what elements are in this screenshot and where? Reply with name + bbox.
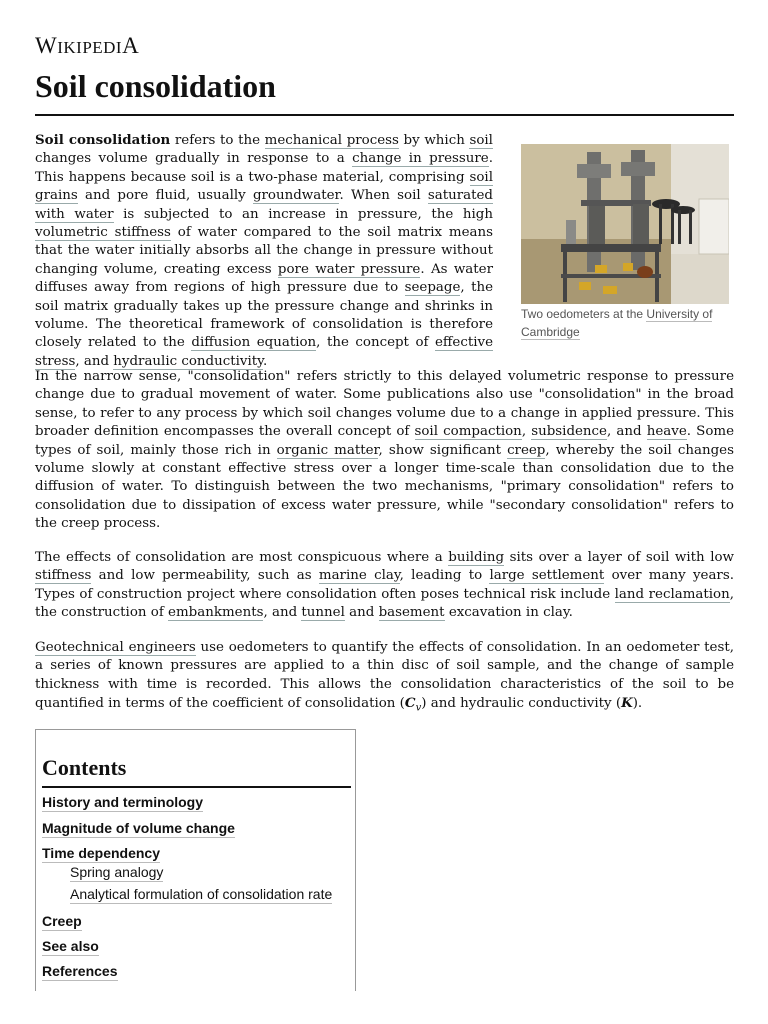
figure-caption	[521, 305, 729, 341]
caption-link-university-of-cambridge[interactable]: University of Cambridge	[521, 307, 713, 339]
text: , whereby the soil changes volume slowly at constant effective stress over a longer time-scale than consolidation due to the diffusion of water. To distinguish between the two mechanisms, "primary consolidation" refers to consolidation due to dissipation of excess water pressure, while "secondary consolidation" refers to the creep process.	[35, 442, 734, 532]
text: ,	[521, 424, 532, 440]
math-symbol: C	[404, 695, 416, 712]
math-k: K	[621, 695, 633, 712]
text: and low permeability, such as	[91, 568, 319, 584]
text: .	[262, 353, 268, 369]
text: , leading to	[399, 568, 490, 584]
wordmark-smallcaps: IKIPEDI	[57, 38, 123, 57]
link-subsidence[interactable]: subsidence	[531, 424, 607, 440]
text: , and	[75, 353, 114, 369]
intro-paragraph	[35, 131, 493, 371]
text: of water compared to the soil matrix means that the water initially absorbs all the change in pressure without changing volume, creating excess	[35, 225, 493, 277]
lead-term: Soil consolidation	[35, 132, 171, 148]
oedometer-photo[interactable]	[521, 144, 729, 304]
text: ) and hydraulic conductivity (	[421, 696, 622, 712]
text: The effects of consolidation are most conspicuous where a	[35, 550, 449, 565]
text: over many years. Types of construction project where consolidation often poses technical risk include	[35, 568, 734, 602]
toc-item-time-dependency[interactable]: Time dependency	[42, 845, 161, 861]
text: . As water diffuses away from regions of high pressure due to	[35, 261, 493, 296]
text: and pore fluid, usually	[77, 188, 253, 204]
link-creep[interactable]: creep	[507, 442, 546, 458]
link-diffusion-equation[interactable]: diffusion equation	[191, 335, 317, 351]
toc-subitem-spring-analogy[interactable]: Spring analogy	[70, 864, 164, 880]
text: , the concept of	[316, 335, 435, 351]
text: , the construction of	[35, 586, 735, 621]
link-groundwater[interactable]: groundwater	[252, 188, 340, 204]
text: use oedometers to quantify the effects of consolidation. In an oedometer test, a series of known pressures are applied to a thin disc of soil sample, and the change of sample thickness with time is recorded. This allows the consolidation characteristics of the soil to be quantified in terms of the coefficient of consolidation (	[35, 640, 734, 712]
link-land-reclamation[interactable]: land reclamation	[614, 586, 730, 602]
page-title: Soil consolidation	[35, 68, 276, 104]
toc-subitem-analytical-formulation[interactable]: Analytical formulation of consolidation rate	[70, 886, 333, 902]
toc-item-see-also[interactable]: See also	[42, 938, 99, 954]
toc-item-creep[interactable]: Creep	[42, 913, 82, 929]
text: , and	[263, 605, 302, 621]
link-stiffness[interactable]: stiffness	[35, 568, 92, 584]
title-divider	[35, 114, 734, 116]
link-marine-clay[interactable]: marine clay	[318, 568, 400, 584]
link-large-settlement[interactable]: large settlement	[489, 568, 605, 584]
toc-item-history[interactable]: History and terminology	[42, 794, 204, 810]
text: sits over a layer of soil with low	[504, 550, 734, 565]
link-effective-stress[interactable]: effective stress	[35, 335, 493, 369]
text: , the soil matrix gradually takes up the pressure change and shrinks in volume. The theoretical framework of consolidation is therefore closely related to the	[35, 280, 494, 351]
text: ).	[632, 696, 643, 712]
text: excavation in clay.	[444, 605, 573, 621]
math-subscript: v	[415, 702, 422, 714]
wordmark-letter-end: A	[122, 33, 140, 58]
link-soil-compaction[interactable]: soil compaction	[414, 424, 522, 440]
text: refers to the	[170, 133, 265, 148]
link-organic-matter[interactable]: organic matter	[276, 442, 379, 458]
text: is subjected to an increase in pressure, the high	[113, 206, 493, 222]
link-soil[interactable]: soil	[469, 133, 493, 148]
link-saturated-with-water[interactable]: saturated with water	[35, 188, 493, 222]
infobox-figure	[521, 144, 729, 341]
oedometer-paragraph	[35, 639, 734, 718]
link-soil-grains[interactable]: soil grains	[35, 169, 493, 204]
text: by which	[398, 133, 470, 148]
link-mechanical-process[interactable]: mechanical process	[264, 133, 399, 148]
link-hydraulic-conductivity[interactable]: hydraulic conductivity	[113, 353, 263, 369]
toc-divider	[42, 786, 351, 788]
text: and	[344, 605, 379, 621]
link-volumetric-stiffness[interactable]: volumetric stiffness	[35, 225, 171, 241]
text: In the narrow sense, "consolidation" refers strictly to this delayed volumetric response to pressure change due to gradual movement of water. Some publications also use "consolidation" in the broad sense, to refer to any process by which soil changes volume due to a change in applied pressure. This broader definition encompasses the overall concept of	[35, 369, 734, 440]
math-cv	[404, 695, 422, 714]
link-pore-water-pressure[interactable]: pore water pressure	[277, 261, 421, 277]
table-of-contents	[35, 729, 356, 991]
text: . This happens because soil is a two-phase material, comprising	[35, 151, 493, 185]
link-heave[interactable]: heave	[646, 424, 687, 440]
link-embankments[interactable]: embankments	[168, 605, 264, 621]
effects-paragraph	[35, 549, 734, 623]
text: . Some types of soil, mainly those rich in	[35, 424, 735, 458]
toc-item-references[interactable]: References	[42, 963, 118, 979]
link-tunnel[interactable]: tunnel	[301, 605, 345, 621]
wordmark-letter: W	[35, 33, 58, 58]
link-basement[interactable]: basement	[378, 605, 445, 621]
text: , and	[607, 424, 647, 440]
text: changes volume gradually in response to a	[35, 151, 353, 167]
caption-text: Two oedometers at the	[521, 307, 644, 321]
link-building[interactable]: building	[448, 550, 505, 565]
toc-title: Contents	[42, 755, 127, 780]
text: . When soil	[339, 188, 428, 204]
link-seepage[interactable]: seepage	[404, 280, 461, 296]
text: , show significant	[378, 442, 508, 458]
wikipedia-wordmark[interactable]	[35, 33, 139, 59]
link-change-in-pressure[interactable]: change in pressure	[352, 151, 489, 167]
narrow-sense-paragraph	[35, 368, 734, 534]
link-geotechnical-engineers[interactable]: Geotechnical engineers	[35, 640, 196, 655]
toc-item-magnitude[interactable]: Magnitude of volume change	[42, 820, 235, 836]
